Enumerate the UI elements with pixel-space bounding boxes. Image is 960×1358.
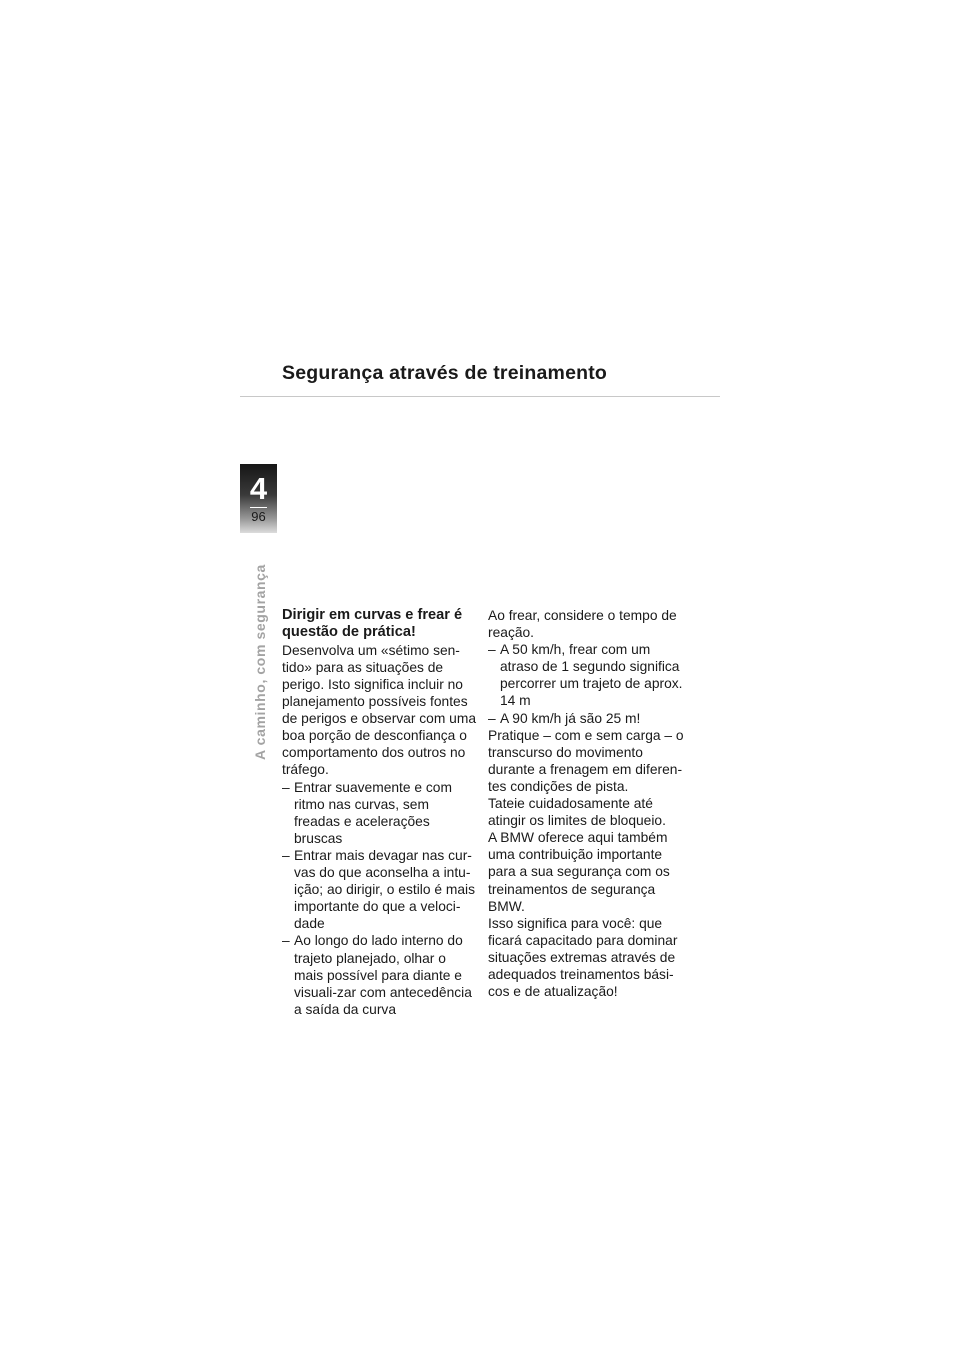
right-column	[488, 607, 684, 1000]
left-column	[282, 607, 478, 1018]
braking-distance-list	[488, 641, 684, 726]
title-divider	[240, 396, 720, 397]
practice-paragraph: Pratique – com e sem carga – o transcurso do movimento durante a frenagem em diferen-tes condições de pista.	[488, 727, 684, 794]
braking-intro: Ao frear, considere o tempo de reação.	[488, 608, 677, 641]
list-item: – A 50 km/h, frear com um atraso de 1 segundo significa percorrer um trajeto de aprox. 14 m	[488, 641, 684, 709]
curve-tips-list	[282, 779, 478, 1018]
chapter-divider	[250, 507, 267, 508]
list-item: – Entrar mais devagar nas cur-vas do que aconselha a intu-ição; ao dirigir, o estilo é mais importante do que a veloci-dade	[282, 847, 478, 932]
list-item: – Entrar suavemente e com ritmo nas curvas, sem freadas e acelerações bruscas	[282, 779, 478, 847]
chapter-number: 4	[249, 471, 268, 506]
benefit-paragraph: Isso significa para você: que ficará capacitado para dominar situações extremas através de adequados treinamentos bási-cos e de atualização!	[488, 915, 678, 1000]
list-item: – A 90 km/h já são 25 m!	[488, 710, 684, 727]
chapter-side-label: A caminho, com segurança	[252, 564, 268, 760]
list-item: – Ao longo do lado interno do trajeto planejado, olhar o mais possível para diante e visuali-zar com antecedência a saída da curva	[282, 932, 478, 1017]
page-title: Segurança através de treinamento	[282, 362, 608, 384]
page-number: 96	[251, 509, 266, 524]
intro-paragraph: Desenvolva um «sétimo sen-tido» para as situações de perigo. Isto significa incluir no planejamento possíveis fontes de perigos e observar com uma boa porção de desconfiança o comportamento dos outros no tráfego.	[282, 642, 477, 778]
section-heading: Dirigir em curvas e frear é questão de prática!	[282, 607, 463, 641]
bmw-training-paragraph: A BMW oferece aqui também uma contribuição importante para a sua segurança com os treinamentos de segurança BMW.	[488, 830, 670, 914]
limits-paragraph: Tateie cuidadosamente até atingir os limites de bloqueio.	[488, 796, 666, 829]
chapter-tab	[240, 464, 277, 533]
